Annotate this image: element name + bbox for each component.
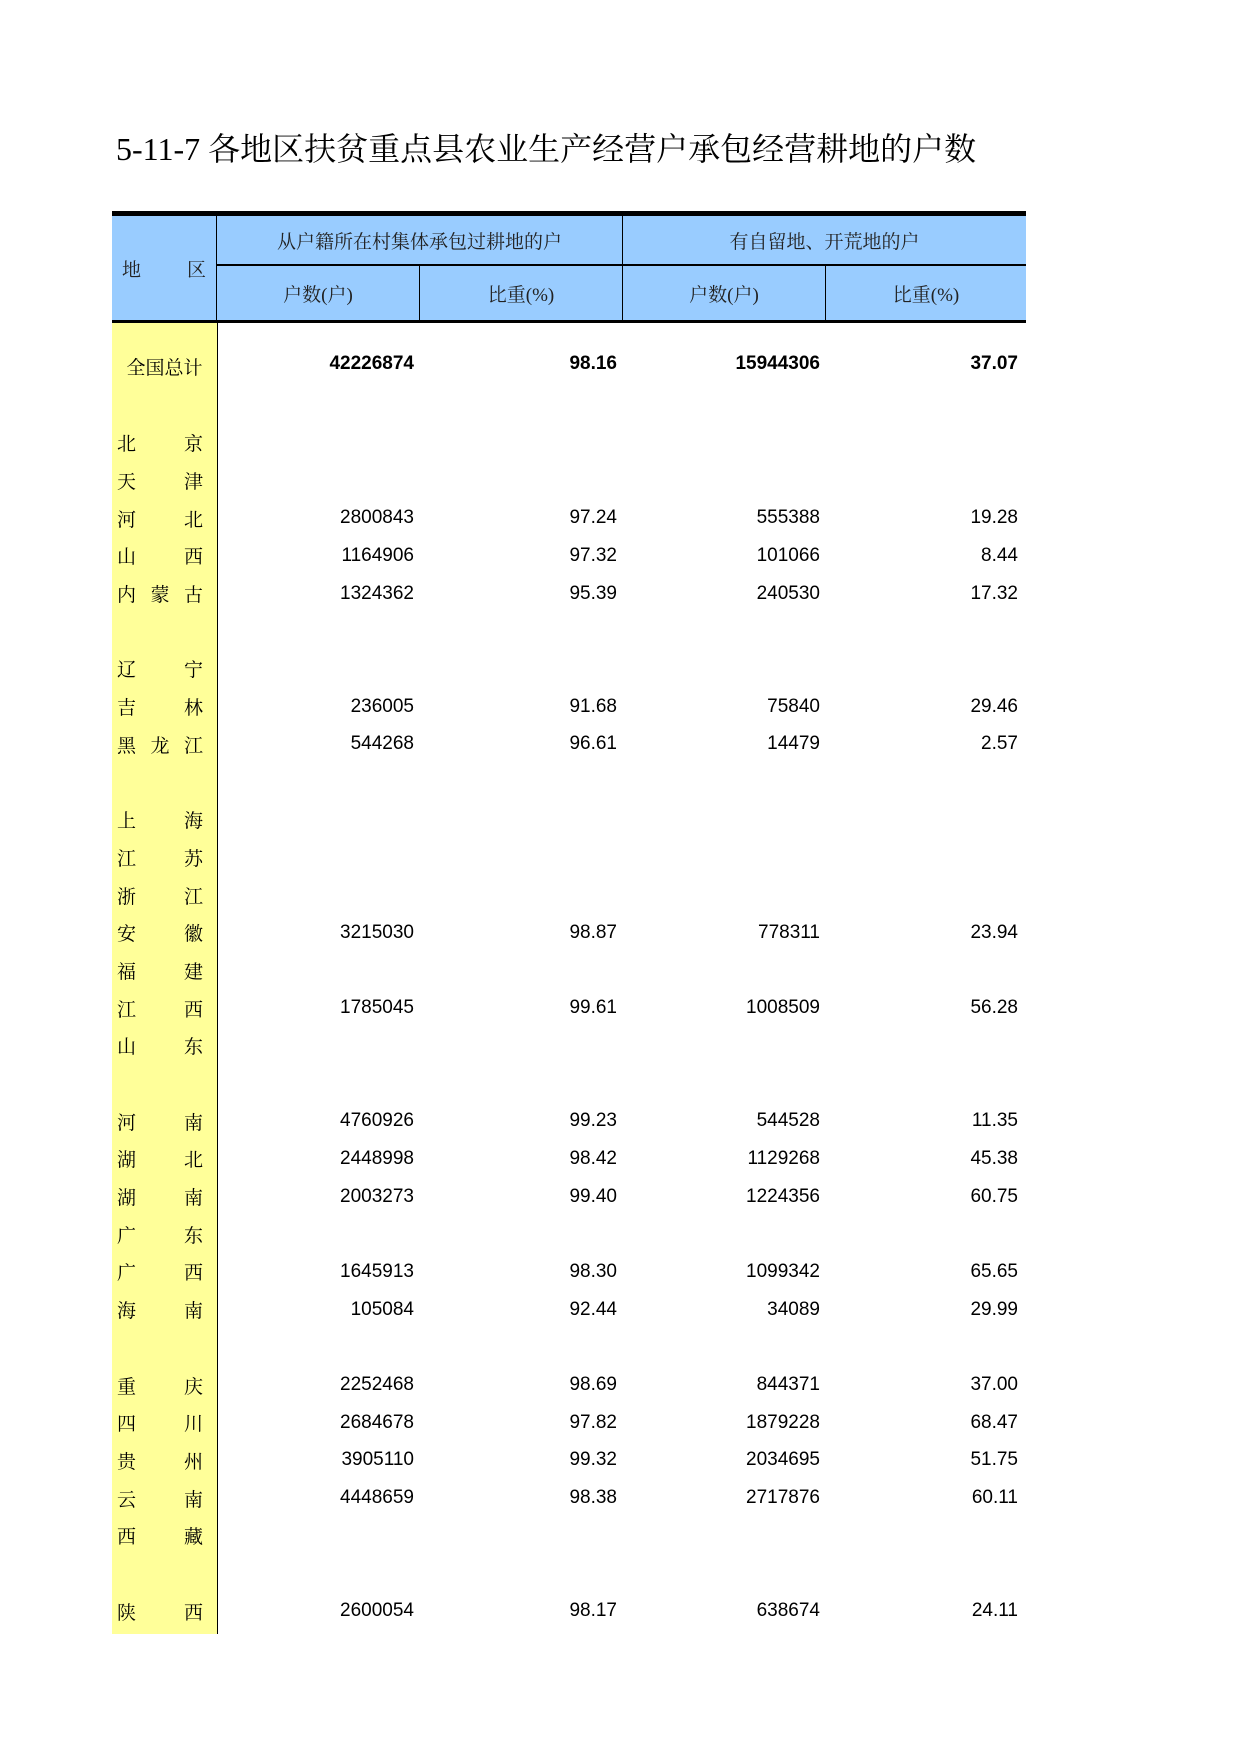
region-char: 福 [117,961,137,983]
region-char: 庆 [183,1376,203,1398]
cell: 2600054 [340,1600,414,1622]
region-char: 河 [117,1112,137,1134]
region-char: 苏 [183,848,203,870]
spacer-row [112,763,1026,801]
cell: 555388 [756,507,820,529]
total-row [112,323,1026,424]
cell: 1008509 [746,997,820,1019]
cell: 97.32 [569,544,617,566]
table-header [112,211,1026,323]
cell: 98.69 [569,1374,617,1396]
cell: 99.23 [569,1110,617,1132]
region-char: 北 [117,434,137,456]
region-char: 西 [183,547,203,569]
spacer-row [112,1555,1026,1593]
region-char: 陕 [117,1602,137,1624]
cell: 14479 [767,733,820,755]
region-char: 蒙 [150,585,170,607]
region-label [112,919,217,946]
cell: 1645913 [340,1260,414,1282]
region-label [112,806,217,833]
cell: 29.46 [970,695,1018,717]
region-char: 云 [117,1489,137,1511]
cell: 92.44 [569,1298,617,1320]
region-char: 山 [117,547,137,569]
subheader-share-2: 比重(%) [892,284,960,306]
cell: 1785045 [340,997,414,1019]
region-char: 吉 [117,698,137,720]
cell: 95.39 [569,582,617,604]
cell: 844371 [756,1374,820,1396]
cell: 99.40 [569,1185,617,1207]
region-char: 重 [117,1376,137,1398]
region-char: 江 [117,848,137,870]
cell: 1164906 [341,544,414,566]
region-char: 江 [183,735,203,757]
region-label: 全国总计 [126,358,203,379]
cell: 240530 [756,582,820,604]
cell: 2252468 [340,1374,414,1396]
cell: 1224356 [746,1185,820,1207]
cell: 19.28 [970,507,1018,529]
region-label [112,1409,217,1436]
region-label [112,1183,217,1210]
cell: 2003273 [340,1185,414,1207]
cell: 97.24 [569,507,617,529]
region-char: 州 [183,1451,203,1473]
region-char: 江 [117,999,137,1021]
cell: 65.65 [970,1260,1018,1282]
region-char: 浙 [117,886,137,908]
cell: 45.38 [970,1147,1018,1169]
cell: 4448659 [340,1487,414,1509]
cell: 99.61 [569,997,617,1019]
region-label [112,731,217,758]
region-char: 北 [183,1150,203,1172]
table-row [112,1291,1026,1329]
cell: 60.75 [970,1185,1018,1207]
table-row [112,537,1026,575]
cell: 15944306 [735,353,820,374]
table-row [112,1178,1026,1216]
region-char: 南 [183,1489,203,1511]
region-char: 建 [183,961,203,983]
region-char: 徽 [183,924,203,946]
region-label [112,1032,217,1059]
table-row [112,1027,1026,1065]
region-char: 河 [117,509,137,531]
cell: 544528 [756,1110,820,1132]
cell: 638674 [756,1600,820,1622]
cell: 2034695 [746,1449,820,1471]
region-char: 南 [183,1188,203,1210]
region-char: 江 [183,886,203,908]
cell: 98.87 [569,921,617,943]
region-label [112,1296,217,1323]
cell: 1099342 [746,1260,820,1282]
table-row [112,876,1026,914]
region-char: 安 [117,924,137,946]
region-char: 海 [117,1301,137,1323]
region-label [112,1221,217,1248]
subheader-share-1: 比重(%) [420,266,623,320]
region-char: 川 [183,1414,203,1436]
region-char: 黑 [117,735,137,757]
region-char: 山 [117,1037,137,1059]
data-table [112,211,1026,1630]
region-label [112,693,217,720]
region-char: 贵 [117,1451,137,1473]
region-label [112,995,217,1022]
region-char: 南 [183,1301,203,1323]
region-char: 内 [117,585,137,607]
table-row [112,1102,1026,1140]
cell: 4760926 [340,1110,414,1132]
cell: 37.07 [970,353,1018,374]
table-row [112,424,1026,462]
region-label [112,1522,217,1549]
table-row [112,575,1026,613]
cell: 3905110 [341,1449,414,1471]
cell: 96.61 [569,733,617,755]
region-char: 南 [183,1112,203,1134]
region-header-char: 区 [186,259,206,281]
table-row [112,1442,1026,1480]
region-char: 津 [183,472,203,494]
region-label [112,505,217,532]
cell: 2.57 [981,733,1018,755]
cell: 778311 [758,921,820,943]
table-row [112,499,1026,537]
cell: 56.28 [970,997,1018,1019]
table-row [112,801,1026,839]
region-label [112,542,217,569]
cell: 8.44 [981,544,1018,566]
region-char: 藏 [183,1527,203,1549]
cell: 2800843 [340,507,414,529]
cell: 91.68 [569,695,617,717]
table-row [112,1479,1026,1517]
cell: 3215030 [340,921,414,943]
cell: 11.35 [971,1110,1018,1132]
cell: 24.11 [971,1600,1018,1622]
table-row [112,688,1026,726]
region-label [112,1372,217,1399]
region-label [112,580,217,607]
table-row [112,989,1026,1027]
cell: 1129268 [747,1147,820,1169]
cell: 34089 [767,1298,820,1320]
region-char: 广 [117,1263,137,1285]
cell: 2448998 [340,1147,414,1169]
table-row [112,1517,1026,1555]
group-header-private-plot: 有自留地、开荒地的户 [623,216,1026,266]
cell: 37.00 [970,1374,1018,1396]
cell: 23.94 [970,921,1018,943]
cell: 98.38 [569,1487,617,1509]
spacer-row [112,1329,1026,1367]
cell: 29.99 [970,1298,1018,1320]
table-body [112,323,1026,1630]
region-char: 四 [117,1414,137,1436]
table-row [112,1592,1026,1630]
region-label [112,467,217,494]
region-label [112,1485,217,1512]
region-label [112,429,217,456]
region-char: 广 [117,1225,137,1247]
region-char: 京 [183,434,203,456]
region-char: 西 [183,1602,203,1624]
table-row [112,1253,1026,1291]
cell: 60.11 [971,1487,1018,1509]
table-row [112,650,1026,688]
table-row [112,726,1026,764]
region-char: 西 [183,999,203,1021]
region-char: 北 [183,509,203,531]
cell: 68.47 [970,1411,1018,1433]
cell: 17.32 [970,582,1018,604]
region-char: 东 [183,1037,203,1059]
cell: 2717876 [746,1487,820,1509]
spacer-row [112,612,1026,650]
cell: 2684678 [340,1411,414,1433]
region-label [112,1598,217,1625]
cell: 98.30 [569,1260,617,1282]
region-label [112,1145,217,1172]
cell: 236005 [350,695,414,717]
cell: 42226874 [329,353,414,374]
cell: 97.82 [569,1411,617,1433]
group-header-contracted: 从户籍所在村集体承包过耕地的户 [217,216,623,266]
region-char: 东 [183,1225,203,1247]
table-row [112,914,1026,952]
region-char: 西 [183,1263,203,1285]
region-char: 湖 [117,1150,137,1172]
table-row [112,1366,1026,1404]
cell: 105084 [350,1298,414,1320]
cell: 99.32 [569,1449,617,1471]
region-char: 上 [117,811,137,833]
table-row [112,839,1026,877]
region-char: 林 [183,698,203,720]
subheader-households-1: 户数(户) [217,266,420,320]
region-header [112,216,217,320]
page-title: 5-11-7 各地区扶贫重点县农业生产经营户承包经营耕地的户数 [116,131,977,167]
region-char: 宁 [183,660,203,682]
region-char: 西 [117,1527,137,1549]
spacer-row [112,1065,1026,1103]
region-label [112,655,217,682]
cell: 98.17 [569,1600,617,1622]
subheader-households-2: 户数(户) [623,266,826,320]
table-row [112,1215,1026,1253]
region-label [112,882,217,909]
region-char: 天 [117,472,137,494]
cell: 98.42 [569,1147,617,1169]
cell: 98.16 [569,353,617,374]
cell: 1879228 [746,1411,820,1433]
region-header-char: 地 [122,259,142,281]
cell: 75840 [767,695,820,717]
table-row [112,1404,1026,1442]
table-row [112,462,1026,500]
region-label [112,957,217,984]
cell: 51.75 [970,1449,1018,1471]
cell: 1324362 [340,582,414,604]
region-char: 湖 [117,1188,137,1210]
region-char: 古 [183,585,203,607]
cell: 101066 [756,544,820,566]
region-label [112,1258,217,1285]
region-label [112,1447,217,1474]
region-char: 辽 [117,660,137,682]
region-char: 龙 [150,735,170,757]
table-row [112,1140,1026,1178]
region-label [112,844,217,871]
region-label [112,1108,217,1135]
cell: 544268 [350,733,414,755]
table-row [112,952,1026,990]
region-char: 海 [183,811,203,833]
